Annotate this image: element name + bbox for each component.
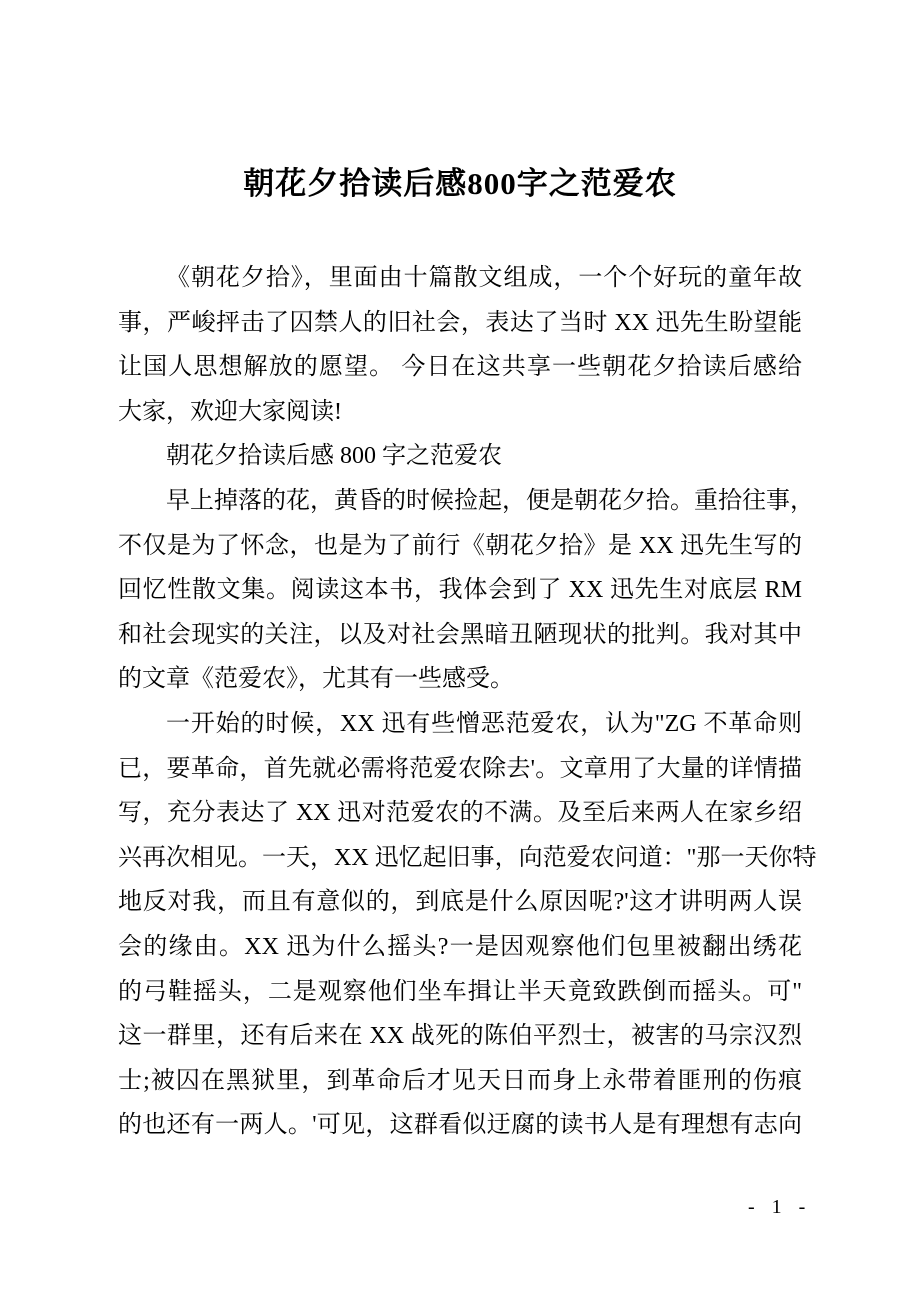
text-line: 已，要革命，首先就必需将范爱农除去'。文章用了大量的详情描 bbox=[118, 755, 802, 782]
text-line: 的也还有一两人。'可见，这群看似迂腐的读书人是有理想有志向 bbox=[118, 1112, 802, 1139]
text-line: 朝花夕拾读后感 800 字之范爱农 bbox=[166, 443, 502, 470]
text-line: 写，充分表达了 XX 迅对范爱农的不满。及至后来两人在家乡绍 bbox=[118, 800, 802, 827]
document-title: 朝花夕拾读后感800字之范爱农 bbox=[243, 166, 677, 201]
text-line: 士;被囚在黑狱里，到革命后才见天日而身上永带着匪刑的伤痕 bbox=[118, 1067, 802, 1094]
text-line: 会的缘由。XX 迅为什么摇头?一是因观察他们包里被翻出绣花 bbox=[118, 933, 802, 960]
document-body bbox=[118, 256, 817, 1148]
text-line: 《朝花夕拾》，里面由十篇散文组成，一个个好玩的童年故 bbox=[166, 265, 802, 291]
paragraph bbox=[118, 702, 817, 1148]
text-line: 不仅是为了怀念，也是为了前行《朝花夕拾》是 XX 迅先生写的 bbox=[118, 532, 802, 559]
text-line: 和社会现实的关注，以及对社会黑暗丑陋现状的批判。我对其中 bbox=[118, 621, 802, 648]
paragraph bbox=[118, 256, 802, 434]
paragraph bbox=[118, 479, 814, 702]
text-line: 的文章《范爱农》，尤其有一些感受。 bbox=[118, 666, 514, 693]
page-number: - 1 - bbox=[748, 1196, 812, 1218]
text-line: 早上掉落的花，黄昏的时候捡起，便是朝花夕拾。重拾往事， bbox=[166, 487, 814, 514]
text-line: 兴再次相见。一天，XX 迅忆起旧事，向范爱农问道："那一天你特 bbox=[118, 844, 817, 871]
text-line: 这一群里，还有后来在 XX 战死的陈伯平烈士，被害的马宗汉烈 bbox=[118, 1023, 802, 1050]
text-line: 让国人思想解放的愿望。 今日在这共享一些朝花夕拾读后感给 bbox=[118, 354, 802, 381]
paragraph bbox=[118, 434, 802, 479]
text-line: 大家，欢迎大家阅读! bbox=[118, 398, 342, 425]
text-line: 回忆性散文集。阅读这本书，我体会到了 XX 迅先生对底层 RM bbox=[118, 577, 802, 604]
text-line: 事，严峻抨击了囚禁人的旧社会，表达了当时 XX 迅先生盼望能 bbox=[118, 309, 802, 336]
text-line: 一开始的时候，XX 迅有些憎恶范爱农，认为"ZG 不革命则 bbox=[166, 710, 802, 737]
text-line: 地反对我，而且有意似的，到底是什么原因呢?'这才讲明两人误 bbox=[118, 889, 802, 916]
text-line: 的弓鞋摇头，二是观察他们坐车揖让半天竟致跌倒而摇头。可" bbox=[118, 978, 802, 1005]
